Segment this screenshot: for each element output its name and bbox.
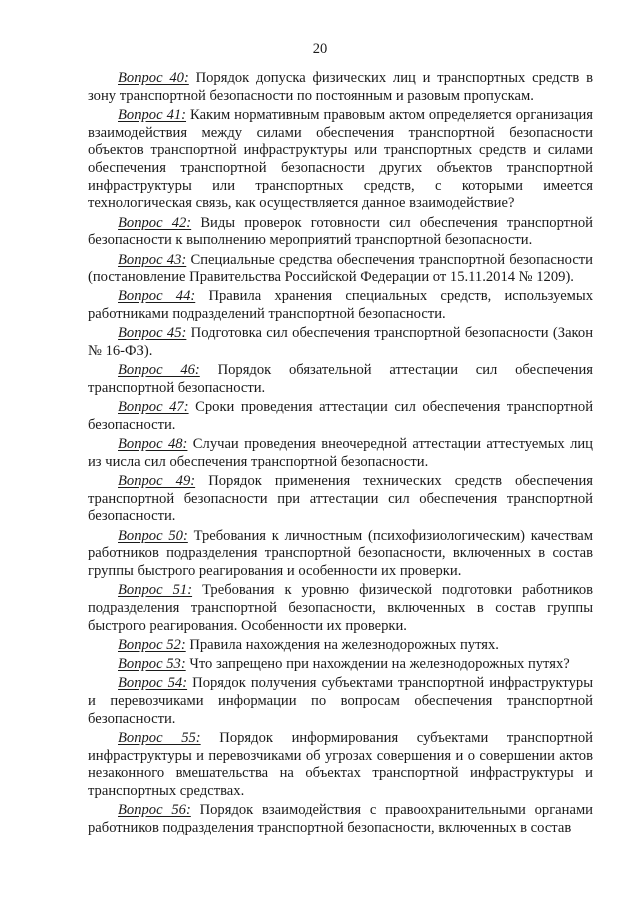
question-text: Виды проверок готовности сил обеспечения транспортной безопасности к выполнению мероприятий транспортной безопасности.	[88, 214, 593, 249]
question-label: Вопрос 46:	[118, 362, 200, 379]
question-42	[88, 215, 593, 250]
question-51	[88, 582, 593, 635]
question-text: Требования к личностным (психофизиологическим) качествам работников подразделения транспортной безопасности, включенных в состав группы быстрого реагирования и особенности их проверки.	[88, 527, 593, 579]
question-text: Порядок допуска физических лиц и транспортных средств в зону транспортной безопасности по постоянным и разовым пропускам.	[88, 70, 593, 104]
question-label: Вопрос 47:	[118, 399, 189, 416]
question-text: Подготовка сил обеспечения транспортной безопасности (Закон № 16-ФЗ).	[88, 325, 593, 360]
question-label: Вопрос 41:	[118, 106, 187, 123]
question-label: Вопрос 51:	[118, 582, 193, 599]
question-56	[88, 802, 593, 837]
question-label: Вопрос 43:	[118, 251, 187, 268]
question-label: Вопрос 53:	[118, 656, 186, 672]
question-50	[88, 528, 593, 581]
question-label: Вопрос 54:	[118, 675, 188, 692]
question-label: Вопрос 49:	[118, 472, 196, 489]
question-54	[88, 675, 593, 728]
question-47	[88, 399, 593, 434]
question-label: Вопрос 45:	[118, 325, 187, 342]
question-list	[88, 70, 593, 839]
question-44	[88, 288, 593, 323]
question-43	[88, 252, 593, 287]
question-label: Вопрос 40:	[118, 70, 189, 86]
question-48	[88, 436, 593, 471]
question-text: Специальные средства обеспечения транспортной безопасности (постановление Правительства Российской Федерации от 15.11.2014 № 1209).	[88, 251, 593, 286]
question-40	[88, 70, 593, 105]
question-text: Порядок взаимодействия с правоохранительными органами работников подразделения транспортной безопасности, включенных в состав	[88, 802, 593, 836]
question-label: Вопрос 52:	[118, 636, 186, 653]
question-text: Требования к уровню физической подготовки работников подразделения транспортной безопасности, включенных в состав группы быстрого реагирования. Особенности их проверки.	[88, 582, 594, 634]
question-text: Порядок применения технических средств обеспечения транспортной безопасности при аттестации сил обеспечения транспортной безопасности.	[88, 472, 593, 525]
question-text: Каким нормативным правовым актом определяется организация взаимодействия между силами обеспечения транспортной безопасности объектов транспортной инфраструктуры или транспортных средств и силами обеспечения транспортной безопасности других объектов транспортной инфраструктуры или транспортных средств, с которыми имеется технологическая связь, как осуществляется данное взаимодействие?	[88, 106, 593, 212]
question-text: Правила хранения специальных средств, используемых работниками подразделений транспортной безопасности.	[88, 288, 594, 323]
question-52	[88, 637, 593, 655]
page-number: 20	[312, 41, 328, 57]
question-text: Случаи проведения внеочередной аттестации аттестуемых лиц из числа сил обеспечения транспортной безопасности.	[88, 436, 593, 470]
question-text: Что запрещено при нахождении на железнодорожных путях?	[189, 656, 570, 672]
question-53	[88, 656, 593, 674]
question-label: Вопрос 56:	[118, 802, 191, 819]
question-label: Вопрос 55:	[118, 729, 201, 746]
question-41	[88, 107, 593, 213]
question-text: Порядок обязательной аттестации сил обеспечения транспортной безопасности.	[88, 362, 594, 396]
question-49	[88, 473, 593, 526]
question-text: Правила нахождения на железнодорожных путях.	[189, 636, 499, 653]
question-55	[88, 730, 593, 801]
question-46	[88, 362, 593, 397]
question-text: Порядок получения субъектами транспортной инфраструктуры и перевозчиками информации по вопросам обеспечения транспортной безопасности.	[88, 675, 593, 727]
question-label: Вопрос 44:	[118, 288, 196, 305]
question-text: Порядок информирования субъектами транспортной инфраструктуры и перевозчиками об угрозах совершения и о совершении актов незаконного вмешательства на объектах транспортной инфраструктуры и транспортных средствах.	[88, 729, 593, 799]
question-label: Вопрос 50:	[118, 527, 188, 544]
question-45	[88, 325, 593, 360]
question-text: Сроки проведения аттестации сил обеспечения транспортной безопасности.	[88, 399, 594, 433]
question-label: Вопрос 48:	[118, 436, 188, 453]
question-label: Вопрос 42:	[118, 214, 192, 231]
